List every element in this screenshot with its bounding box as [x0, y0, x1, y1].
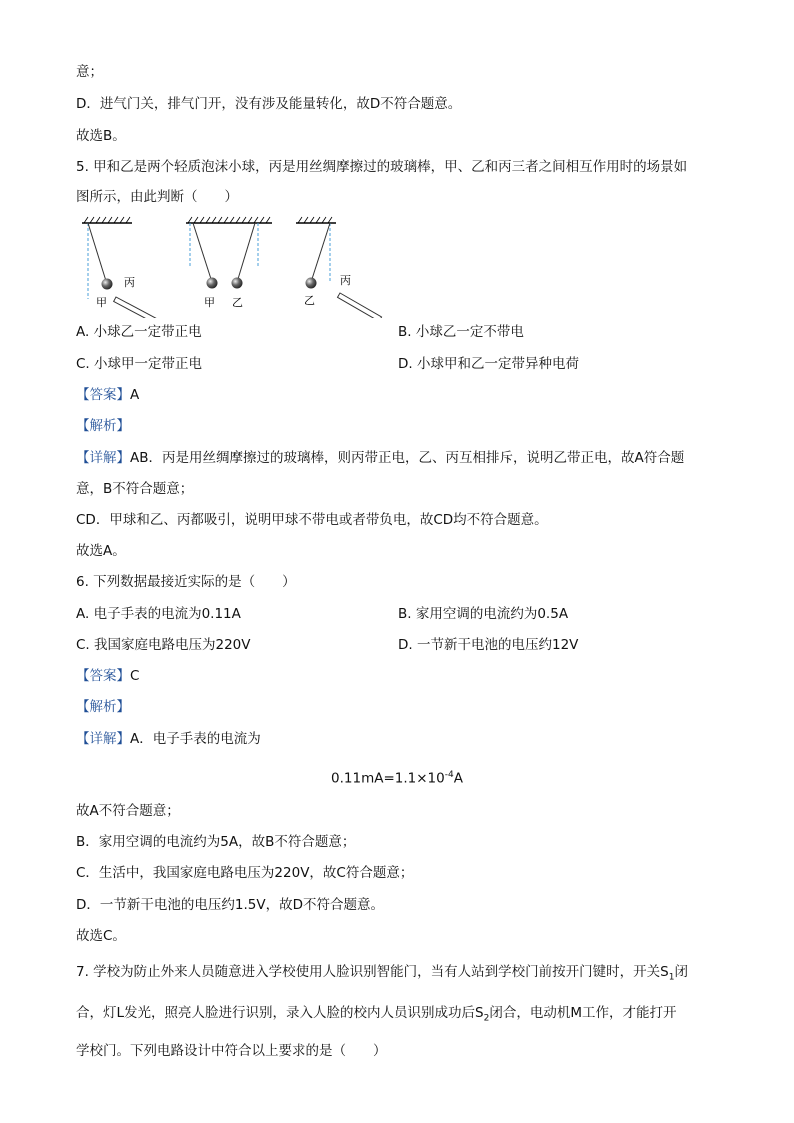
question-6-stem: 6. 下列数据最接近实际的是（ ）: [76, 574, 296, 590]
question-7-stem: 7. 学校为防止外来人员随意进入学校使用人脸识别智能门，当有人站到学校门前按开门键时，开关$S_1$闭: [76, 964, 688, 983]
label-yi-3: 乙: [304, 294, 315, 307]
option-a: A. 小球乙一定带正电: [76, 324, 202, 340]
detail-tag: 【详解】: [76, 731, 130, 747]
question-5-stem: 5. 甲和乙是两个轻质泡沫小球，丙是用丝绸摩擦过的玻璃棒，甲、乙和丙三者之间相互作用时的场景如: [76, 159, 688, 175]
answer-line: [76, 385, 139, 405]
label-bing-1: 丙: [124, 276, 135, 289]
option-d: D. 一节新干电池的电压约12V: [398, 637, 579, 653]
detail-line: 故选C。: [76, 928, 126, 944]
text-line: 意；: [76, 64, 103, 80]
answer-value: C: [130, 668, 140, 684]
answer-line: [76, 666, 139, 686]
detail-line: B．家用空调的电流约为5A，故B不符合题意；: [76, 834, 356, 850]
detail-line: C．生活中，我国家庭电路电压为220V，故C符合题意；: [76, 865, 414, 881]
text-line: D．进气门关，排气门开，没有涉及能量转化，故D不符合题意。: [76, 96, 462, 112]
electrostatics-figure: [76, 213, 396, 318]
scene-1: [82, 217, 158, 318]
formula: $0.11mA=1.1\times 10^{-4}A$: [331, 770, 463, 787]
question-7-stem-cont: 学校门。下列电路设计中符合以上要求的是（ ）: [76, 1043, 387, 1059]
label-jia-2: 甲: [204, 296, 215, 309]
question-7-stem-cont: 合，灯L发光，照亮人脸进行识别，录入人脸的校内人员识别成功后$S_2$闭合，电动机M工作，才能打开: [76, 1005, 677, 1024]
detail-line: 【详解】A．电子手表的电流为: [76, 731, 261, 747]
detail-line: 故A不符合题意；: [76, 803, 180, 819]
option-a: A. 电子手表的电流为0.11A: [76, 606, 241, 622]
scene-2: [186, 217, 272, 289]
answer-tag: 【答案】: [76, 387, 130, 403]
detail-line: CD．甲球和乙、丙都吸引，说明甲球不带电或者带负电，故CD均不符合题意。: [76, 512, 548, 528]
label-yi-2: 乙: [232, 296, 243, 309]
option-c: C. 小球甲一定带正电: [76, 356, 203, 372]
detail-line: 意，B不符合题意；: [76, 481, 194, 497]
detail-line: 【详解】AB．丙是用丝绸摩擦过的玻璃棒，则丙带正电，乙、丙互相排斥，说明乙带正电，故A符合题: [76, 450, 685, 466]
option-c: C. 我国家庭电路电压为220V: [76, 637, 251, 653]
question-5-stem-cont: 图所示，由此判断（ ）: [76, 189, 238, 205]
analysis-tag: 【解析】: [76, 418, 130, 434]
text-line: 故选B。: [76, 128, 126, 144]
detail-line: D．一节新干电池的电压约1.5V，故D不符合题意。: [76, 897, 384, 913]
answer-tag: 【答案】: [76, 668, 130, 684]
answer-value: A: [130, 387, 140, 403]
label-bing-3: 丙: [340, 274, 351, 287]
analysis-tag: 【解析】: [76, 699, 130, 715]
detail-tag: 【详解】: [76, 450, 130, 466]
option-b: B. 小球乙一定不带电: [398, 324, 524, 340]
detail-line: 故选A。: [76, 543, 126, 559]
option-b: B. 家用空调的电流约为0.5A: [398, 606, 569, 622]
option-d: D. 小球甲和乙一定带异种电荷: [398, 356, 579, 372]
label-jia-1: 甲: [96, 296, 107, 309]
